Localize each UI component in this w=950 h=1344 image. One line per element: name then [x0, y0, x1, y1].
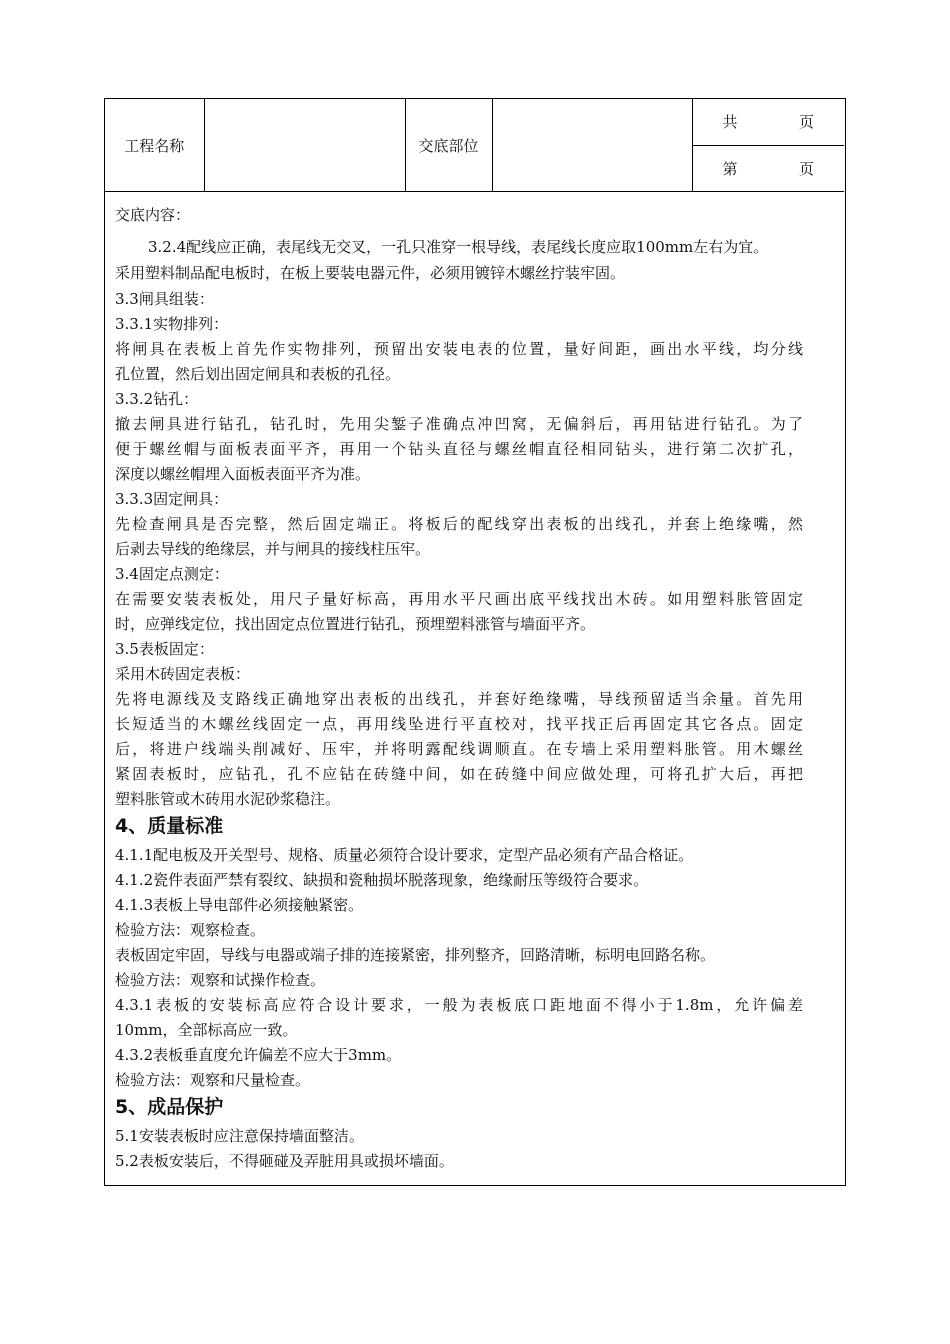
text-line: 先将电源线及支路线正确地穿出表板的出线孔，并套好绝缘嘴，导线预留适当余量。首先用 [115, 690, 803, 708]
text-line: 3.3.1实物排列： [115, 315, 229, 333]
text-line: 3.3.3固定闸具： [115, 490, 229, 508]
text-line: 3.2.4配线应正确，表尾线无交叉，一孔只准穿一根导线，表尾线长度应取100mm左右为宜。 [148, 238, 769, 256]
header-table [105, 99, 844, 192]
total-pages-right: 页 [799, 113, 815, 132]
total-pages-left: 共 [722, 113, 738, 132]
text-line: 检验方法：观察检查。 [115, 921, 266, 939]
text-line: 采用木砖固定表板： [115, 665, 251, 683]
total-pages-cell [692, 99, 844, 145]
project-name-value [204, 99, 405, 192]
text-line: 便于螺丝帽与面板表面平齐，再用一个钻头直径与螺丝帽直径相同钻头，进行第二次扩孔， [115, 440, 803, 458]
text-line: 4.3.2表板垂直度允许偏差不应大于3mm。 [115, 1046, 402, 1064]
location-value [492, 99, 692, 192]
text-line: 表板固定牢固，导线与电器或端子排的连接紧密，排列整齐，回路清晰，标明电回路名称。 [115, 946, 716, 964]
text-line: 采用塑料制品配电板时，在板上要装电器元件，必须用镀锌木螺丝拧装牢固。 [115, 264, 626, 282]
text-line: 后，将进户线端头削减好、压牢，并将明露配线调顺直。在专墙上采用塑料胀管。用木螺丝 [115, 740, 803, 758]
project-name-label: 工程名称 [105, 99, 204, 192]
location-label: 交底部位 [405, 99, 492, 192]
text-line: 5.1安装表板时应注意保持墙面整洁。 [115, 1127, 364, 1145]
section-heading: 5、成品保护 [115, 1096, 224, 1118]
text-line: 检验方法：观察和尺量检查。 [115, 1071, 311, 1089]
page-no-right: 页 [799, 159, 815, 178]
text-line: 紧固表板时，应钻孔，孔不应钻在砖缝中间，如在砖缝中间应做处理，可将孔扩大后，再把 [115, 765, 803, 783]
text-line: 深度以螺丝帽埋入面板表面平齐为准。 [115, 465, 371, 483]
text-line: 撤去闸具进行钻孔，钻孔时，先用尖錾子准确点冲凹窝，无偏斜后，再用钻进行钻孔。为了 [115, 415, 803, 433]
text-line: 先检查闸具是否完整，然后固定端正。将板后的配线穿出表板的出线孔，并套上绝缘嘴，然 [115, 515, 803, 533]
text-line: 10mm，全部标高应一致。 [115, 1021, 298, 1039]
text-line: 后剥去导线的绝缘层，并与闸具的接线柱压牢。 [115, 540, 431, 558]
text-line: 5.2表板安装后，不得砸碰及弄脏用具或损坏墙面。 [115, 1152, 454, 1170]
text-line: 检验方法：观察和试操作检查。 [115, 971, 326, 989]
document-sheet [104, 98, 846, 1186]
text-line: 3.4固定点测定： [115, 565, 229, 583]
section-heading: 4、质量标准 [115, 815, 224, 837]
content-label: 交底内容： [115, 206, 191, 224]
page-no-cell [692, 145, 844, 191]
text-line: 3.3.2钻孔： [115, 390, 199, 408]
text-line: 4.3.1表板的安装标高应符合设计要求，一般为表板底口距地面不得小于1.8m，允许偏差 [115, 996, 803, 1014]
text-line: 4.1.3表板上导电部件必须接触紧密。 [115, 896, 364, 914]
text-line: 将闸具在表板上首先作实物排列，预留出安装电表的位置，量好间距，画出水平线，均分线 [115, 340, 803, 358]
text-line: 在需要安装表板处，用尺子量好标高，再用水平尺画出底平线找出木砖。如用塑料胀管固定 [115, 590, 803, 608]
text-line: 4.1.2瓷件表面严禁有裂纹、缺损和瓷釉损坏脱落现象，绝缘耐压等级符合要求。 [115, 871, 649, 889]
page-no-left: 第 [722, 159, 738, 178]
text-line: 3.3闸具组装： [115, 290, 214, 308]
text-line: 塑料胀管或木砖用水泥砂浆稳注。 [115, 790, 341, 808]
text-line: 3.5表板固定： [115, 640, 214, 658]
text-line: 时，应弹线定位，找出固定点位置进行钻孔，预埋塑料涨管与墙面平齐。 [115, 615, 596, 633]
text-line: 孔位置，然后划出固定闸具和表板的孔径。 [115, 365, 401, 383]
text-line: 长短适当的木螺丝线固定一点，再用线坠进行平直校对，找平找正后再固定其它各点。固定 [115, 715, 803, 733]
text-line: 4.1.1配电板及开关型号、规格、质量必须符合设计要求，定型产品必须有产品合格证。 [115, 846, 694, 864]
